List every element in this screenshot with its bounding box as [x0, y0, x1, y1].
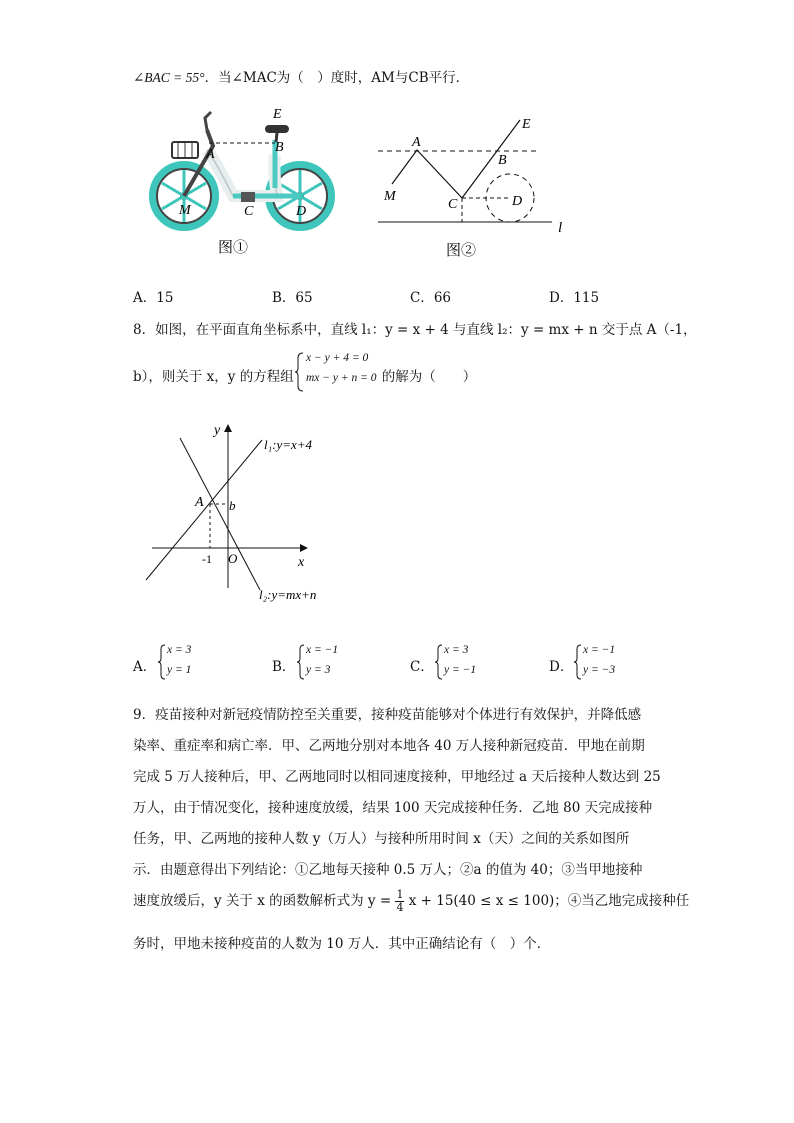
graph-label-x: x: [298, 555, 305, 570]
q9-line-5: 任务，甲、乙两地的接种人数 y（万人）与接种所用时间 x（天）之间的关系如图所: [133, 831, 630, 847]
q7-option-d[interactable]: D．115: [549, 290, 600, 306]
fig1-label-E: E: [273, 107, 282, 122]
q8-option-d-brace: [574, 644, 582, 680]
q7-option-b[interactable]: B．65: [272, 290, 313, 306]
q8-option-a[interactable]: A．: [133, 659, 157, 675]
q7-stem-text: ．当∠MAC为（ ）度时，AM与CB平行．: [204, 70, 470, 86]
fig2-label-E: E: [522, 117, 531, 132]
graph-label-y: y: [214, 423, 221, 438]
q8-system-brace: [295, 352, 305, 392]
q9-line-2: 染率、重症率和病亡率．甲、乙两地分别对本地各 40 万人接种新冠疫苗．甲地在前期: [133, 738, 645, 754]
q8-option-b-brace: [297, 644, 305, 680]
q8-option-a-brace: [158, 644, 166, 680]
fig2-label-C: C: [448, 197, 458, 212]
q8-stem-line2-pre: b），则关于 x，y 的方程组: [133, 369, 294, 385]
q7-figure-geometry: [370, 108, 580, 263]
graph-label-origin: O: [228, 551, 238, 566]
line-l2: [180, 438, 260, 590]
q8-option-a-row2: y = 1: [167, 664, 192, 676]
q9-fraction-num: 1: [396, 888, 404, 901]
q8-option-d-row2: y = −3: [583, 664, 616, 676]
segment-MAC: [392, 150, 462, 198]
fig2-label-B: B: [498, 153, 507, 168]
q9-line-8: 务时，甲地未接种疫苗的人数为 10 万人．其中正确结论有（ ）个．: [133, 936, 551, 952]
q8-option-d[interactable]: D．: [549, 659, 574, 675]
fig2-label-D: D: [512, 194, 523, 209]
graph-label-neg-one: -1: [202, 552, 212, 566]
q8-option-a-row1: x = 3: [167, 644, 192, 656]
q8-option-b[interactable]: B．: [272, 659, 296, 675]
q8-option-c-brace: [435, 644, 443, 680]
q9-fraction: [395, 889, 404, 914]
q8-option-b-row1: x = −1: [306, 644, 339, 656]
q7-angle: ∠BAC = 55°: [133, 70, 205, 85]
graph-label-A: A: [195, 495, 204, 510]
graph-label-l2: l₂:y=mx+n: [259, 587, 317, 602]
fig2-caption: 图②: [446, 243, 477, 259]
fig2-label-A: A: [412, 135, 421, 150]
q7-option-a[interactable]: A．15: [133, 290, 174, 306]
q7-stem: [133, 66, 469, 86]
graph-label-b: b: [229, 498, 236, 513]
fig1-label-M: M: [179, 203, 191, 218]
fig1-caption: 图①: [218, 240, 249, 256]
q7-option-c[interactable]: C．66: [410, 290, 452, 306]
fig1-label-B: B: [275, 140, 284, 155]
q8-option-d-row1: x = −1: [583, 644, 616, 656]
q8-option-b-row2: y = 3: [306, 664, 331, 676]
q8-option-c-row1: x = 3: [444, 644, 469, 656]
q8-option-c-row2: y = −1: [444, 664, 477, 676]
q8-system-row2: mx − y + n = 0: [306, 372, 377, 384]
q8-graph: [140, 418, 340, 608]
q9-fraction-den: 4: [396, 901, 404, 914]
fig1-label-A: A: [206, 147, 215, 162]
q9-line-4: 万人，由于情况变化，接种速度放缓，结果 100 天完成接种任务．乙地 80 天完成接种: [133, 800, 653, 816]
q9-line-7: [133, 889, 689, 914]
q8-option-c[interactable]: C．: [410, 659, 434, 675]
q9-line-3: 完成 5 万人接种后，甲、乙两地同时以相同速度接种，甲地经过 a 天后接种人数达到 25: [133, 769, 661, 785]
graph-label-l1: l₁:y=x+4: [264, 437, 313, 452]
fig1-label-D: D: [296, 204, 307, 219]
q8-system-row1: x − y + 4 = 0: [306, 352, 369, 364]
q9-line-6: 示．由题意得出下列结论：①乙地每天接种 0.5 万人；②a 的值为 40；③当甲地接种: [133, 862, 643, 878]
q9-line-7-pre: 速度放缓后，y 关于 x 的函数解析式为 y =: [133, 893, 392, 909]
q8-stem-line1: 8．如图，在平面直角坐标系中，直线 l₁：y = x + 4 与直线 l₂：y = mx + n 交于点 A（-1，: [133, 322, 697, 338]
q7-figure-bicycle: [145, 100, 345, 265]
bike-frame: [172, 112, 300, 202]
fig2-label-M: M: [384, 189, 396, 204]
q8-stem-line2-post: 的解为（ ）: [381, 369, 477, 385]
q9-line-1: 9．疫苗接种对新冠疫情防控至关重要，接种疫苗能够对个体进行有效保护，并降低感: [133, 707, 642, 723]
fig1-label-C: C: [244, 204, 254, 219]
fig2-label-l: l: [558, 220, 563, 236]
ray-CE: [462, 120, 520, 198]
q9-line-7-post: x + 15(40 ≤ x ≤ 100)；④当乙地完成接种任: [408, 893, 690, 909]
